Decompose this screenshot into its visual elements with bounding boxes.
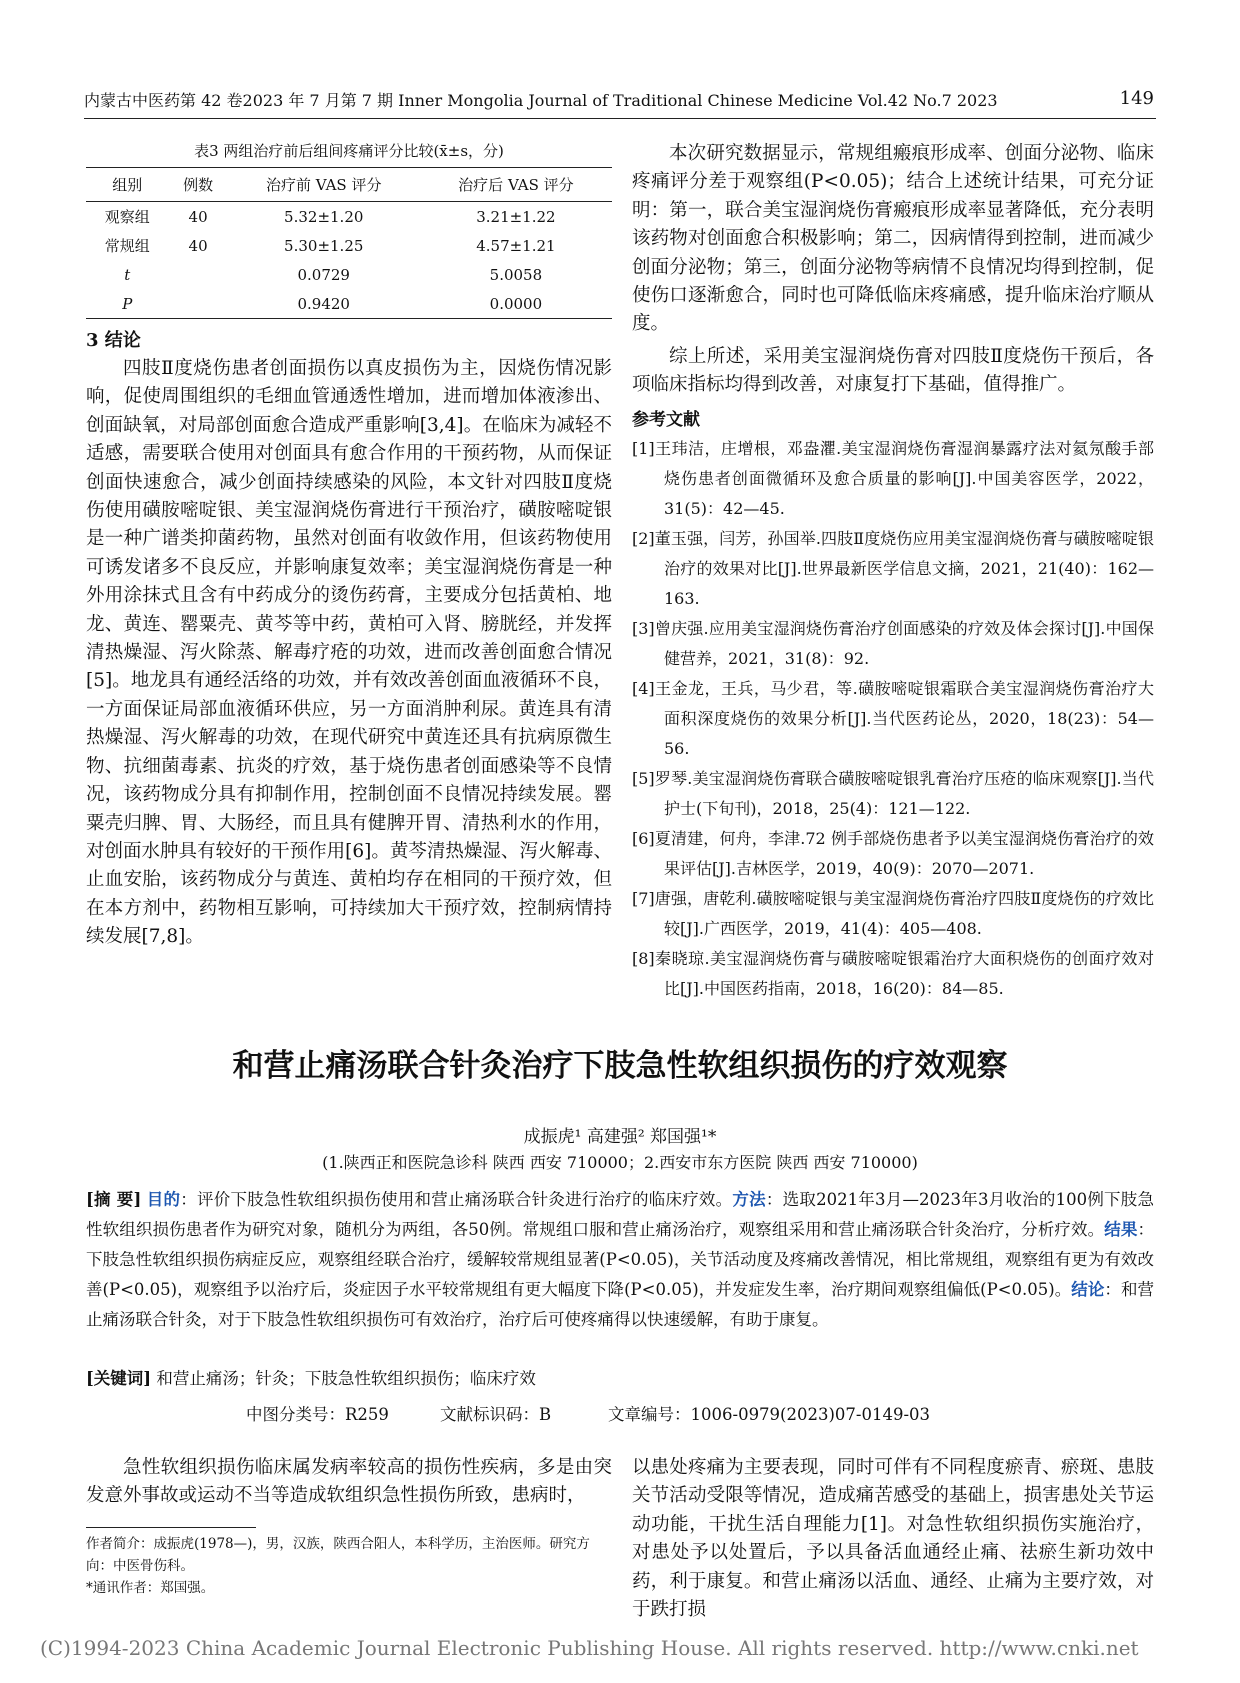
conclusion-text: ：和营止痛汤联合针灸，对于下肢急性软组织损伤可有效治疗，治疗后可使疼痛得以快速缓解，有助于康复。 bbox=[86, 1280, 1154, 1329]
section-heading: 3 结论 bbox=[86, 330, 141, 351]
table-cell: 0.9420 bbox=[228, 289, 420, 319]
reference-item: [8]秦晓琼.美宝湿润烧伤膏与磺胺嘧啶银霜治疗大面积烧伤的创面疗效对比[J].中国医药指南，2018，16(20)：84—85. bbox=[632, 948, 1154, 998]
table-row bbox=[86, 260, 612, 289]
table-cell: 40 bbox=[188, 207, 208, 226]
table-header-cell: 治疗后 VAS 评分 bbox=[420, 168, 612, 202]
table-cell: 5.32±1.20 bbox=[284, 207, 364, 226]
table-header-cell: 治疗前 VAS 评分 bbox=[228, 168, 420, 202]
reference-item: [2]董玉强，闫芳，孙国举.四肢Ⅱ度烧伤应用美宝湿润烧伤膏与磺胺嘧啶银治疗的效果对比[J].世界最新医学信息文摘，2021，21(40)：162—163. bbox=[632, 528, 1154, 608]
table-cell: 3.21±1.22 bbox=[476, 207, 556, 226]
reference-item: [4]王金龙，王兵，马少君，等.磺胺嘧啶银霜联合美宝湿润烧伤膏治疗大面积深度烧伤的效果分析[J].当代医药论丛，2020，18(23)：54—56. bbox=[632, 678, 1154, 758]
right-column bbox=[632, 140, 1154, 1004]
clc-number: 中图分类号：R259 bbox=[246, 1405, 389, 1424]
reference-item: [6]夏清建，何舟，李津.72 例手部烧伤患者予以美宝湿润烧伤膏治疗的效果评估[J].吉林医学，2019，40(9)：2070—2071. bbox=[632, 828, 1154, 878]
methods-text: ：选取2021年3月—2023年3月收治的100例下肢急性软组织损伤患者作为研究对象，随机分为两组，各50例。常规组口服和营止痛汤治疗，观察组采用和营止痛汤联合针灸治疗，分析疗效。 bbox=[86, 1190, 1155, 1239]
table-caption: 表3 两组治疗前后组间疼痛评分比较(x̄±s，分) bbox=[194, 142, 504, 160]
article-title: 和营止痛汤联合针灸治疗下肢急性软组织损伤的疗效观察 bbox=[232, 1048, 1008, 1084]
table-row bbox=[86, 289, 612, 319]
table-header-cell: 例数 bbox=[169, 168, 228, 202]
references-title: 参考文献 bbox=[632, 409, 700, 430]
table-header-cell: 组别 bbox=[86, 168, 169, 202]
table-cell: 5.0058 bbox=[489, 265, 543, 284]
affiliation-line: (1.陕西正和医院急诊科 陕西 西安 710000；2.西安市东方医院 陕西 西安 710000) bbox=[322, 1153, 918, 1172]
intro-left-column bbox=[86, 1454, 612, 1511]
keywords-line bbox=[86, 1365, 1154, 1389]
keywords-text: 和营止痛汤；针灸；下肢急性软组织损伤；临床疗效 bbox=[156, 1369, 536, 1388]
objective-text: ：评价下肢急性软组织损伤使用和营止痛汤联合针灸进行治疗的临床疗效。 bbox=[180, 1190, 733, 1209]
article-number: 文章编号：1006-0979(2023)07-0149-03 bbox=[608, 1405, 931, 1424]
document-code: 文献标识码：B bbox=[440, 1405, 552, 1424]
conclusion-label: 结论 bbox=[1071, 1280, 1105, 1299]
footnote-rule bbox=[86, 1527, 256, 1528]
reference-item: [7]唐强，唐乾利.磺胺嘧啶银与美宝湿润烧伤膏治疗四肢Ⅱ度烧伤的疗效比较[J].广西医学，2019，41(4)：405—408. bbox=[632, 888, 1154, 938]
table-cell: 0.0000 bbox=[420, 289, 612, 319]
table-cell: 4.57±1.21 bbox=[476, 236, 556, 255]
results-text: ：下肢急性软组织损伤病症反应，观察组经联合治疗，缓解较常规组显著(P<0.05)，关节活动度及疼痛改善情况，相比常规组，观察组有更为有效改善(P<0.05)，观察组予以治疗后，炎症因子水平较常规组有更大幅度下降(P<0.05)，并发症发生率，治疗期间观察组偏低(P<0.05)。 bbox=[86, 1220, 1155, 1299]
copyright-footer: (C)1994-2023 China Academic Journal Electronic Publishing House. All rights reserved. http://www.cnki.net bbox=[40, 1636, 1139, 1660]
table-row bbox=[86, 231, 612, 260]
author-line: 成振虎¹ 高建强² 郑国强¹* bbox=[523, 1127, 717, 1147]
reference-item: [1]王玮洁，庄增根，邓盎灈.美宝湿润烧伤膏湿润暴露疗法对氦氖酸手部烧伤患者创面微循环及愈合质量的影响[J].中国美容医学，2022，31(5)：42—45. bbox=[632, 438, 1154, 518]
table-row bbox=[86, 202, 612, 232]
table-cell: 0.0729 bbox=[297, 265, 350, 284]
table-cell: P bbox=[86, 289, 169, 319]
intro-paragraph-continued: 以患处疼痛为主要表现，同时可伴有不同程度瘀青、瘀斑、患肢关节活动受限等情况，造成痛苦感受的基础上，损害患处关节运动功能，干扰生活自理能力[1]。对急性软组织损伤实施治疗，对患处予以处置后，予以具备活血通经止痛、祛瘀生新功效中药，利于康复。和营止痛汤以活血、通经、止痛为主要疗效，对于跌打损 bbox=[632, 1457, 1154, 1621]
discussion-paragraph: 本次研究数据显示，常规组瘢痕形成率、创面分泌物、临床疼痛评分差于观察组(P<0.05)；结合上述统计结果，可充分证明：第一，联合美宝湿润烧伤膏瘢痕形成率显著降低，充分表明该药物对创面愈合积极影响；第二，因病情得到控制，进而减少创面分泌物；第三，创面分泌物等病情不良情况均得到控制，促使伤口逐渐愈合，同时也可降低临床疼痛感，提升临床治疗顺从度。 bbox=[632, 143, 1154, 335]
abstract bbox=[86, 1185, 1154, 1335]
results-label: 结果 bbox=[1104, 1220, 1138, 1239]
header-rule bbox=[84, 118, 1156, 119]
table-cell bbox=[169, 289, 228, 319]
abstract-label: [摘 要] bbox=[86, 1190, 142, 1209]
reference-item: [5]罗琴.美宝湿润烧伤膏联合磺胺嘧啶银乳膏治疗压疮的临床观察[J].当代护士(下旬刊)，2018，25(4)：121—122. bbox=[632, 768, 1154, 818]
page-number: 149 bbox=[1119, 88, 1154, 109]
table-cell: 观察组 bbox=[104, 208, 150, 226]
intro-paragraph: 急性软组织损伤临床属发病率较高的损伤性疾病，多是由突发意外事故或运动不当等造成软组织急性损伤所致，患病时， bbox=[86, 1457, 612, 1507]
footnote bbox=[86, 1533, 612, 1599]
running-head: 内蒙古中医药第 42 卷2023 年 7 月第 7 期 Inner Mongolia Journal of Traditional Chinese Medicine Vol.42 No.7 2023 bbox=[84, 91, 998, 110]
left-column bbox=[86, 140, 612, 952]
keywords-label: [关键词] bbox=[86, 1369, 152, 1388]
methods-label: 方法 bbox=[732, 1190, 766, 1209]
table-cell: 40 bbox=[188, 236, 208, 255]
intro-right-column bbox=[632, 1454, 1154, 1624]
corresponding-author-footnote: *通讯作者：郑国强。 bbox=[86, 1580, 215, 1596]
table-cell: 常规组 bbox=[104, 237, 150, 255]
objective-label: 目的 bbox=[146, 1190, 181, 1209]
author-bio-footnote: 作者简介：成振虎(1978—)，男，汉族，陕西合阳人，本科学历，主治医师。研究方向：中医骨伤科。 bbox=[86, 1536, 590, 1574]
table-cell: t bbox=[124, 265, 131, 284]
table-cell: 5.30±1.25 bbox=[284, 236, 364, 255]
conclusion-paragraph: 四肢Ⅱ度烧伤患者创面损伤以真皮损伤为主，因烧伤情况影响，促使周围组织的毛细血管通透性增加，进而增加体液渗出、创面缺氧，对局部创面愈合造成严重影响[3,4]。在临床为减轻不适感，需要联合使用对创面具有愈合作用的干预药物，从而保证创面快速愈合，减少创面持续感染的风险，本文针对四肢Ⅱ度烧伤使用磺胺嘧啶银、美宝湿润烧伤膏进行干预治疗，磺胺嘧啶银是一种广谱类抑菌药物，虽然对创面有收敛作用，但该药物使用可诱发诸多不良反应，并影响康复效率；美宝湿润烧伤膏是一种外用涂抹式且含有中药成分的烫伤药膏，主要成分包括黄柏、地龙、黄连、罂粟壳、黄芩等中药，黄柏可入肾、膀胱经，并发挥清热燥湿、泻火除蒸、解毒疗疮的功效，进而改善创面愈合情况[5]。地龙具有通经活络的功效，并有效改善创面血液循环不良，一方面保证局部血液循环供应，另一方面消肿利尿。黄连具有清热燥湿、泻火解毒的功效，在现代研究中黄连还具有抗病原微生物、抗细菌毒素、抗炎的疗效，基于烧伤患者创面感染等不良情况，该药物成分具有抑制作用，控制创面不良情况持续发展。罂粟壳归脾、胃、大肠经，而且具有健脾开胃、清热利水的作用，对创面水肿具有较好的干预作用[6]。黄芩清热燥湿、泻火解毒、止血安胎，该药物成分与黄连、黄柏均存在相同的干预疗效，但在本方剂中，药物相互影响，可持续加大干预疗效，控制病情持续发展[7,8]。 bbox=[86, 358, 612, 948]
reference-item: [3]曾庆强.应用美宝湿润烧伤膏治疗创面感染的疗效及体会探讨[J].中国保健营养，2021，31(8)：92. bbox=[632, 618, 1154, 668]
summary-paragraph: 综上所述，采用美宝湿润烧伤膏对四肢Ⅱ度烧伤干预后，各项临床指标均得到改善，对康复打下基础，值得推广。 bbox=[632, 345, 1154, 396]
table-cell bbox=[169, 260, 228, 289]
vas-score-table bbox=[86, 167, 612, 319]
table-header-row bbox=[86, 168, 612, 202]
